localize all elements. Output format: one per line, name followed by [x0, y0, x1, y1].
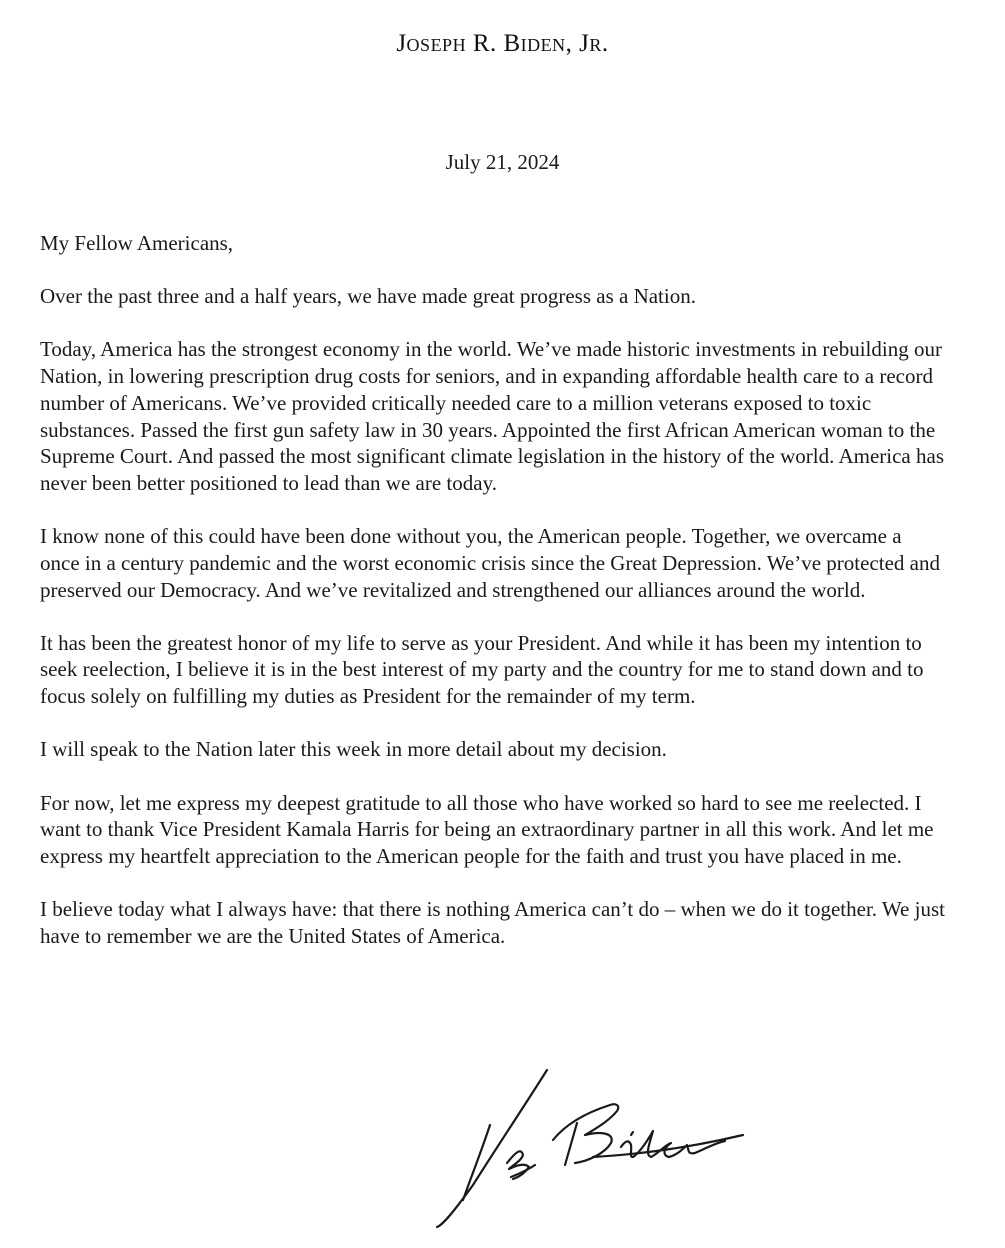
paragraph-decision: It has been the greatest honor of my life to serve as your President. And while it has been my intention to seek reelection, I believe it is in the best interest of my party and the country for me to stand down and to focus solely on fulfilling my duties as President for the remainder of my term.: [40, 630, 924, 709]
paragraph-speak-to-nation: I will speak to the Nation later this week in more detail about my decision.: [40, 737, 667, 762]
letter-date: July 21, 2024: [445, 150, 560, 174]
paragraph-gratitude: For now, let me express my deepest gratitude to all those who have worked so hard to see me reelected. I want to thank Vice President Kamala Harris for being an extraordinary partner in all this work. And let me express my heartfelt appreciation to the American people for the faith and trust you have placed in me.: [40, 790, 934, 868]
signature-icon: [425, 1065, 755, 1230]
paragraph-economy: Today, America has the strongest economy in the world. We’ve made historic investments in rebuilding our Nation, in lowering prescription drug costs for seniors, and in expanding affordable health care to a record number of Americans. We’ve provided critically needed care to a million veterans exposed to toxic substances. Passed the first gun safety law in 30 years. Appointed the first African American woman to the Supreme Court. And passed the most significant climate legislation in the history of the world. America has never been better positioned to lead than we are today.: [40, 337, 944, 495]
paragraph-closing: I believe today what I always have: that there is nothing America can’t do – when we do it together. We just have to remember we are the United States of America.: [40, 897, 945, 948]
letterhead: Joseph R. Biden, Jr.: [396, 30, 609, 57]
paragraph-american-people: I know none of this could have been done without you, the American people. Together, we overcame a once in a century pandemic and the worst economic crisis since the Great Depression. We’ve protected and preserved our Democracy. And we’ve revitalized and strengthened our alliances around the world.: [40, 524, 941, 602]
letter-body: [40, 230, 945, 976]
paragraph-progress: Over the past three and a half years, we have made great progress as a Nation.: [40, 284, 696, 309]
salutation: My Fellow Americans,: [40, 231, 234, 255]
